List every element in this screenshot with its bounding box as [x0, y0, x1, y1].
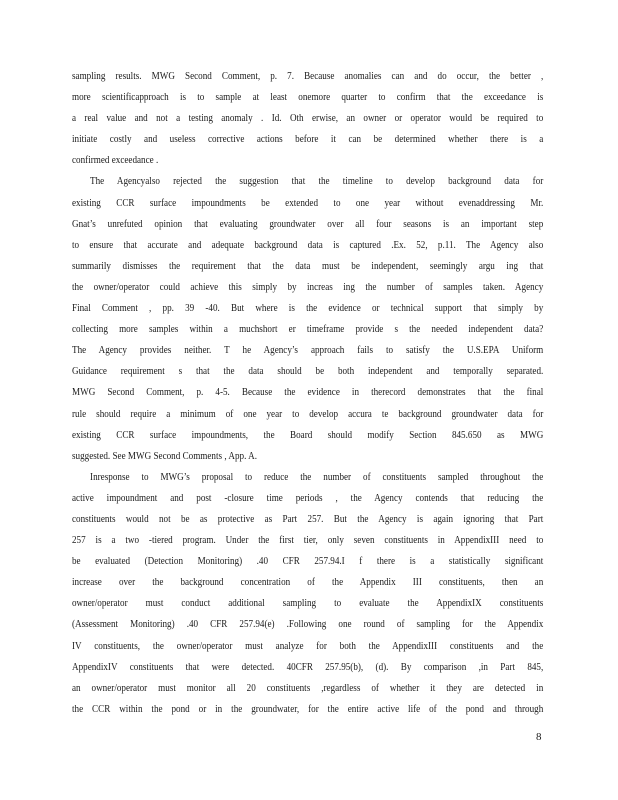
text-line: be evaluated (Detection Monitoring) .40 CFR 257.94.I f there is a statistically significant [72, 556, 544, 568]
page-number: 8 [536, 731, 542, 743]
text-line: (Assessment Monitoring) .40 CFR 257.94(e) .Following one round of sampling for the Appendix [72, 619, 544, 631]
text-line: The Agency provides neither. T he Agency’s approach fails to satisfy the U.S.EPA Uniform [72, 345, 544, 357]
text-line: to ensure that accurate and adequate background data is captured .Ex. 52, p.11. The Agency also [72, 239, 544, 251]
text-line: owner/operator must conduct additional sampling to evaluate the AppendixIX constituents [72, 598, 544, 610]
text-line: a real value and not a testing anomaly . Id. Oth erwise, an owner or operator would be required to [72, 113, 544, 125]
text-line: confirmed exceedance . [72, 155, 159, 167]
text-line: Guidance requirement s that the data should be both independent and temporally separated. [72, 366, 544, 378]
text-line: AppendixIV constituents that were detected. 40CFR 257.95(b), (d). By comparison ,in Part 845, [72, 661, 544, 673]
text-line: The Agencyalso rejected the suggestion that the timeline to develop background data for [90, 176, 544, 188]
text-line: initiate costly and useless corrective actions before it can be determined whether there is a [72, 134, 544, 146]
text-line: sampling results. MWG Second Comment, p. 7. Because anomalies can and do occur, the better , [72, 71, 544, 82]
text-line: Inresponse to MWG’s proposal to reduce the number of constituents sampled throughout the [90, 471, 544, 483]
text-line: MWG Second Comment, p. 4-5. Because the evidence in therecord demonstrates that the final [72, 387, 544, 399]
text-line: constituents would not be as protective as Part 257. But the Agency is again ignoring that Part [72, 513, 544, 525]
text-line: 257 is a two -tiered program. Under the first tier, only seven constituents in AppendixIII need to [72, 535, 544, 547]
text-line: existing CCR surface impoundments be extended to one year without evenaddressing Mr. [72, 197, 544, 209]
text-line: active impoundment and post -closure time periods , the Agency contends that reducing the [72, 492, 544, 504]
text-line: increase over the background concentration of the Appendix III constituents, then an [72, 577, 544, 589]
text-line: existing CCR surface impoundments, the Board should modify Section 845.650 as MWG [72, 429, 544, 441]
text-line: Gnat’s unrefuted opinion that evaluating groundwater over all four seasons is an important step [72, 218, 544, 230]
text-line: collecting more samples within a muchshort er timeframe provide s the needed independent data? [72, 324, 544, 336]
text-line: the owner/operator could achieve this simply by increas ing the number of samples taken. Agency [72, 281, 544, 293]
text-line: rule should require a minimum of one year to develop accura te background groundwater data for [72, 408, 544, 420]
text-line: suggested. See MWG Second Comments , App. A. [72, 450, 257, 462]
text-line: IV constituents, the owner/operator must analyze for both the AppendixIII constituents and the [72, 640, 544, 652]
body-text [72, 66, 543, 720]
text-line: the CCR within the pond or in the groundwater, for the entire active life of the pond and through [72, 703, 544, 715]
text-line: more scientificapproach is to sample at least onemore quarter to confirm that the exceedance is [72, 92, 544, 104]
text-line: an owner/operator must monitor all 20 constituents ,regardless of whether it they are detected in [72, 682, 544, 694]
text-line: Final Comment , pp. 39 -40. But where is the evidence or technical support that simply by [72, 303, 544, 315]
text-line: summarily dismisses the requirement that the data must be independent, seemingly argu ing that [72, 260, 544, 272]
